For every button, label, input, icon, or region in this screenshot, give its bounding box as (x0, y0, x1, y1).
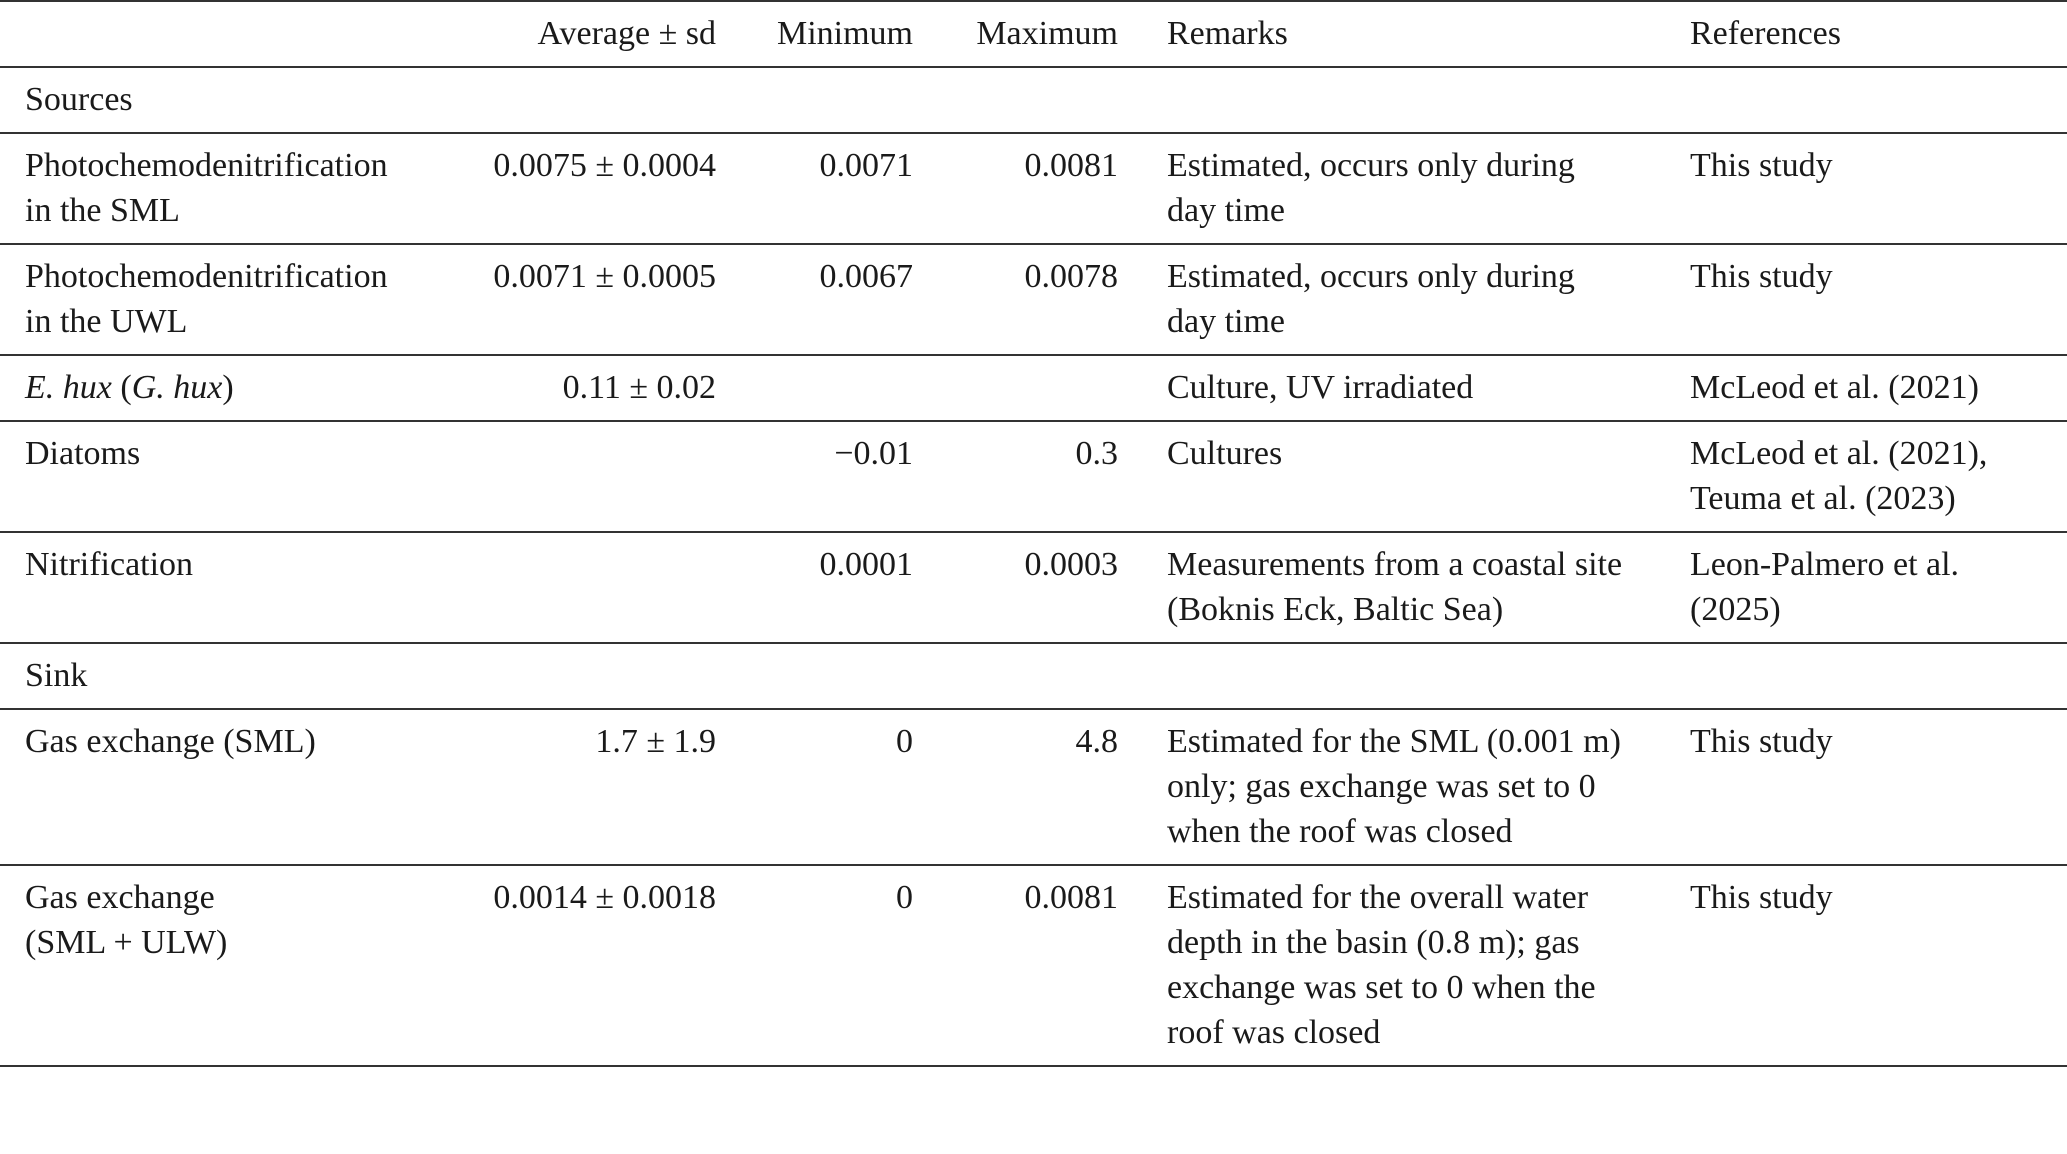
row-label-line2: in the UWL (25, 303, 188, 340)
cell-references: This study (1690, 879, 1833, 916)
cell-references: This study (1690, 258, 1833, 295)
cell-average (484, 421, 743, 532)
cell-remarks: Estimated for the overall water depth in the basin (0.8 m); gas exchange was set to 0 when the roof was closed (1167, 879, 1596, 1051)
cell-average: 0.11 ± 0.02 (562, 369, 716, 406)
section-row-sources (0, 67, 2067, 133)
cell-average (484, 532, 743, 643)
row-label-line1: Photochemodenitrification (25, 258, 388, 295)
header-references: References (1690, 15, 1842, 52)
cell-references (1660, 532, 2067, 643)
row-label-paren-open: ( (111, 369, 132, 406)
table-row (0, 421, 2067, 532)
cell-minimum: 0.0071 (819, 147, 913, 184)
cell-maximum: 0.0081 (1024, 879, 1118, 916)
cell-minimum: −0.01 (834, 435, 913, 472)
section-row-sink (0, 643, 2067, 709)
cell-remarks: Measurements from a coastal site (Boknis Eck, Baltic Sea) (1167, 546, 1623, 628)
cell-references: McLeod et al. (2021) (1690, 369, 1979, 406)
header-average: Average ± sd (537, 15, 716, 52)
cell-average: 0.0075 ± 0.0004 (493, 147, 716, 184)
cell-minimum: 0.0067 (819, 258, 913, 295)
cell-average: 0.0071 ± 0.0005 (493, 258, 716, 295)
cell-references (1660, 421, 2067, 532)
row-label-species: E. hux (25, 369, 112, 406)
cell-maximum: 4.8 (1075, 723, 1118, 760)
cell-remarks: Culture, UV irradiated (1167, 369, 1474, 406)
table-row (0, 133, 2067, 244)
table-row (0, 865, 2067, 1066)
row-label (0, 133, 484, 244)
header-row (0, 1, 2067, 67)
row-label-synonym: G. hux (131, 369, 223, 406)
cell-average: 1.7 ± 1.9 (595, 723, 716, 760)
cell-maximum: 0.3 (1075, 435, 1118, 472)
cell-references-line1: McLeod et al. (2021), (1690, 435, 1988, 472)
row-label: Nitrification (25, 546, 194, 583)
header-remarks: Remarks (1167, 15, 1288, 52)
cell-references-line1: Leon-Palmero et al. (1690, 546, 1960, 583)
cell-maximum: 0.0003 (1024, 546, 1118, 583)
row-label-paren-close: ) (222, 369, 234, 406)
header-maximum: Maximum (976, 15, 1118, 52)
row-label-line1: Photochemodenitrification (25, 147, 388, 184)
cell-maximum: 0.0078 (1024, 258, 1118, 295)
cell-maximum: 0.0081 (1024, 147, 1118, 184)
row-label: Diatoms (25, 435, 141, 472)
row-label-line2: (SML + ULW) (25, 924, 228, 961)
row-label-line2: in the SML (25, 192, 180, 229)
cell-references-line2: Teuma et al. (2023) (1690, 480, 1956, 517)
row-label (0, 865, 484, 1066)
cell-remarks: Estimated, occurs only during day time (1167, 258, 1575, 340)
header-label (0, 1, 484, 67)
row-label (0, 244, 484, 355)
table-row (0, 355, 2067, 421)
cell-remarks: Cultures (1167, 435, 1283, 472)
cell-maximum (940, 355, 1146, 421)
header-minimum: Minimum (776, 15, 913, 52)
table-row (0, 532, 2067, 643)
cell-remarks: Estimated for the SML (0.001 m) only; gas exchange was set to 0 when the roof was closed (1167, 723, 1621, 850)
row-label-line1: Gas exchange (25, 879, 215, 916)
cell-minimum (743, 355, 940, 421)
cell-remarks: Estimated, occurs only during day time (1167, 147, 1575, 229)
table-row (0, 709, 2067, 865)
cell-minimum: 0 (896, 723, 913, 760)
cell-minimum: 0 (896, 879, 913, 916)
cell-minimum: 0.0001 (819, 546, 913, 583)
section-title-sources: Sources (25, 81, 133, 118)
cell-references: This study (1690, 723, 1833, 760)
section-title-sink: Sink (25, 657, 88, 694)
row-label (0, 355, 484, 421)
cell-references: This study (1690, 147, 1833, 184)
table-row (0, 244, 2067, 355)
row-label: Gas exchange (SML) (25, 723, 316, 760)
cell-average: 0.0014 ± 0.0018 (493, 879, 716, 916)
cell-references-line2: (2025) (1690, 591, 1781, 628)
